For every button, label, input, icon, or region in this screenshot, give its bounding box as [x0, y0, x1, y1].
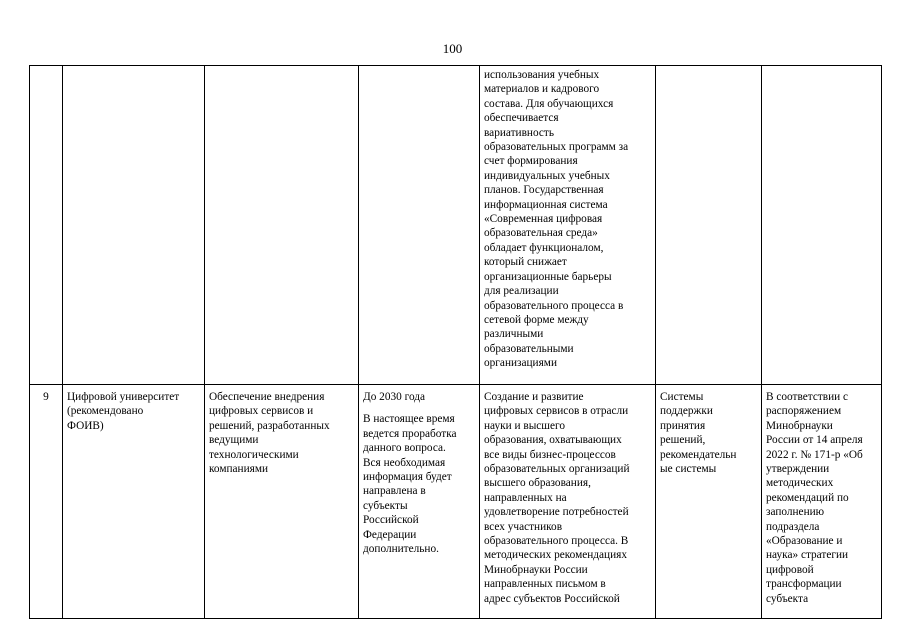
text-line: планов. Государственная [484, 184, 604, 197]
text-line: «Образование и [766, 535, 843, 548]
cell-systems [656, 66, 762, 385]
text-line: компаниями [209, 463, 269, 476]
text-line: (рекомендовано [67, 405, 144, 418]
text-line: для реализации [484, 285, 559, 298]
table-row-9 [30, 385, 882, 619]
text-line: адрес субъектов Российской [484, 592, 620, 605]
text-line: организационные барьеры [484, 270, 612, 283]
text-line: поддержки [660, 405, 713, 418]
text-line: информационная система [484, 198, 608, 211]
text-line: информация будет [363, 471, 452, 484]
text-line: ведется проработка [363, 427, 457, 440]
text-line: В настоящее время [363, 413, 455, 426]
cell-deadline [359, 385, 480, 619]
text-line: Федерации [363, 528, 417, 541]
cell-basis [762, 385, 882, 619]
text-line: цифровых сервисов в отрасли [484, 405, 629, 418]
text-line: образовательного процесса. В [484, 535, 629, 548]
text-line: принятия [660, 419, 706, 432]
text-line: данного вопроса. [363, 442, 446, 455]
text-line: материалов и кадрового [484, 83, 600, 96]
text-line: В соответствии с [766, 391, 849, 403]
text-line: ведущими [209, 434, 259, 447]
text-line: рекомендательн [660, 448, 737, 461]
cell-deadline [359, 66, 480, 385]
cell-goal [205, 66, 359, 385]
text-line: образовательного процесса в [484, 299, 624, 312]
text-line: направленных на [484, 491, 567, 504]
text-line: субъекта [766, 592, 809, 605]
text-line: использования учебных [484, 69, 600, 81]
cell-name [63, 385, 205, 619]
text-line: индивидуальных учебных [484, 169, 610, 182]
text-line: образовательных программ за [484, 141, 629, 154]
text-line: состава. Для обучающихся [484, 97, 614, 110]
text-line: решений, разработанных [209, 419, 330, 432]
text-line: «Современная цифровая [484, 213, 603, 226]
text-line: дополнительно. [363, 543, 439, 556]
text-line: методических рекомендациях [484, 549, 627, 562]
text-line: образовательных организаций [484, 463, 630, 476]
text-line: рекомендаций по [766, 491, 849, 504]
text-line: цифровой [766, 563, 814, 576]
table-row-continuation [30, 66, 882, 385]
text-line: всех участников [484, 520, 563, 533]
text-line: образования, охватывающих [484, 434, 622, 447]
cell-description [480, 66, 656, 385]
deadline-note [363, 412, 475, 556]
text-line: ФОИВ) [67, 419, 104, 432]
text-line: подраздела [766, 520, 820, 533]
text-line: Вся необходимая [363, 456, 446, 469]
text-line: наука» стратегии [766, 549, 849, 562]
text-line: счет формирования [484, 155, 578, 168]
text-line: субъекты [363, 499, 408, 512]
cell-number [30, 66, 63, 385]
cell-description [480, 385, 656, 619]
text-line: науки и высшего [484, 419, 566, 432]
cell-basis [762, 66, 882, 385]
text-line: цифровых сервисов и [209, 405, 314, 418]
text-line: Обеспечение внедрения [209, 391, 325, 403]
text-line: России от 14 апреля [766, 434, 863, 447]
cell-systems [656, 385, 762, 619]
text-line: вариативность [484, 126, 555, 139]
text-line: Создание и развитие [484, 391, 584, 403]
deadline-first: До 2030 года [363, 391, 426, 403]
document-table [29, 65, 882, 619]
text-line: ые системы [660, 463, 717, 476]
text-line: утверждении [766, 463, 830, 476]
text-line: Системы [660, 391, 704, 403]
text-line: направленных письмом в [484, 578, 606, 591]
text-line: распоряжением [766, 405, 842, 418]
text-line: обеспечивается [484, 112, 559, 125]
text-line: трансформации [766, 578, 842, 591]
cell-goal [205, 385, 359, 619]
text-line: который снижает [484, 256, 567, 269]
text-line: Российской [363, 514, 419, 527]
text-line: высшего образования, [484, 477, 591, 490]
text-line: технологическими [209, 448, 299, 461]
text-line: удовлетворение потребностей [484, 506, 629, 519]
text-line: различными [484, 328, 544, 341]
cell-number [30, 385, 63, 619]
text-line: решений, [660, 434, 706, 447]
text-line: обладает функционалом, [484, 241, 604, 254]
text-line: образовательными [484, 342, 574, 355]
page-number: 100 [442, 41, 463, 56]
text-line: Цифровой университет [67, 391, 180, 403]
cell-name [63, 66, 205, 385]
text-line: организациями [484, 357, 557, 370]
text-line: сетевой форме между [484, 313, 589, 326]
row-number: 9 [43, 391, 49, 403]
text-line: Минобрнауки России [484, 563, 588, 576]
text-line: 2022 г. № 171-р «Об [766, 448, 863, 461]
text-line: все виды бизнес-процессов [484, 448, 616, 461]
text-line: заполнению [766, 506, 825, 519]
text-line: методических [766, 477, 834, 490]
text-line: Минобрнауки [766, 419, 833, 432]
text-line: образовательная среда» [484, 227, 598, 240]
text-line: направлена в [363, 485, 426, 498]
